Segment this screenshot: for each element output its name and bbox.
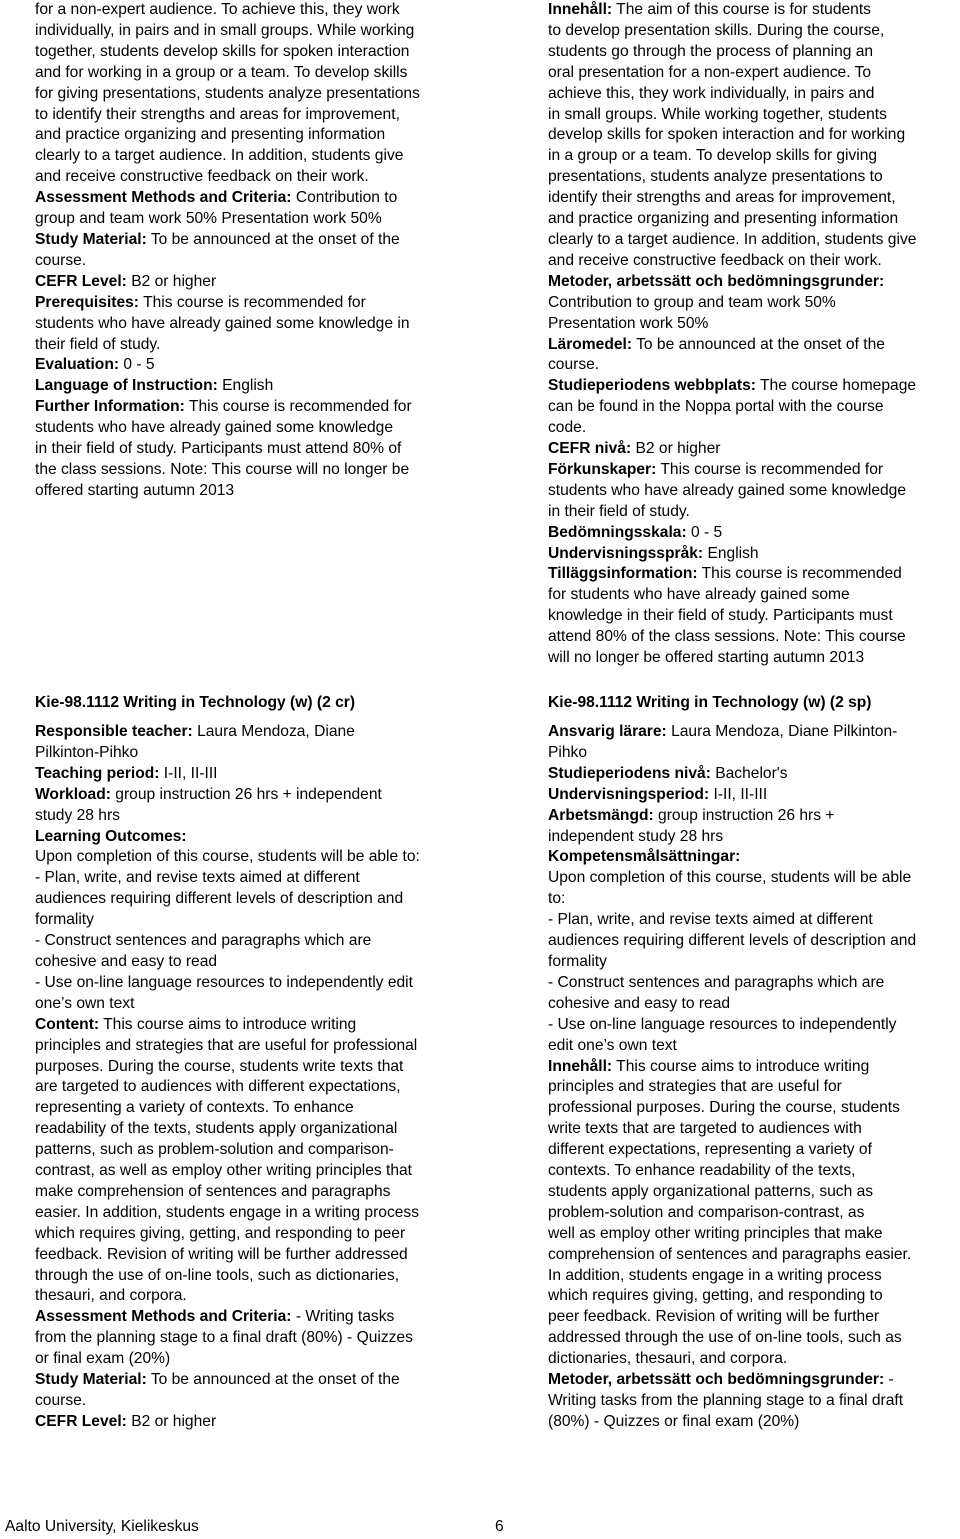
field-label: Metoder, arbetssätt och bedömningsgrunder: — [548, 272, 885, 290]
left-column — [35, 0, 475, 502]
field-text: English — [217, 377, 274, 395]
field-text: 0 - 5 — [686, 523, 723, 541]
field-label: Innehåll: — [548, 1, 613, 18]
field-text: Upon completion of this course, students will be able to: - Plan, write, and revise texts aimed at different audiences requiring different levels of description and formality - Construct sentences and paragraphs which are cohesive and easy to read - Use on-line language resources to independently edit one’s own text — [548, 869, 917, 1054]
field-label: Further Information: — [35, 398, 185, 416]
field-label: Arbetsmängd: — [548, 806, 654, 824]
field-text: group instruction 26 hrs + independent study 28 hrs — [548, 806, 835, 845]
field-label: Tilläggsinformation: — [548, 565, 698, 583]
field-text: I-II, II-III — [159, 764, 218, 782]
field-label: Studieperiodens webbplats: — [548, 377, 756, 395]
field-label: Responsible teacher: — [35, 723, 193, 740]
field-text: This course aims to introduce writing principles and strategies that are useful for professional purposes. During the course, students write texts that are targeted to audiences with different expectations, representing a variety of contexts. To enhance readability of the texts, students apply organizational patterns, such as problem-solution and comparison- contrast, as well as employ other writing principles that make comprehension of sentences and paragraphs easier. In addition, students engage in a writing process which requires giving, getting, and responding to peer feedback. Revision of writing will be further addressed through the use of on-line tools, such as dictionaries, thesauri, and corpora. — [35, 1015, 420, 1305]
field-label: Kompetensmålsättningar: — [548, 848, 741, 866]
field-label: Prerequisites: — [35, 293, 140, 311]
field-label: Bedömningsskala: — [548, 523, 687, 541]
left-bottom-section — [35, 722, 475, 1433]
field-label: CEFR Level: — [35, 1412, 127, 1430]
field-text: I-II, II-III — [709, 785, 768, 803]
field-label: Läromedel: — [548, 335, 633, 353]
field-text: B2 or higher — [126, 272, 217, 290]
field-text: group instruction 26 hrs + independent study 28 hrs — [35, 785, 382, 824]
field-text: Bachelor's — [710, 764, 788, 782]
field-text: 0 - 5 — [119, 356, 155, 374]
field-text: Laura Mendoza, Diane Pilkinton- Pihko — [548, 723, 898, 761]
field-text: The course homepage can be found in the Noppa portal with the course code. — [548, 377, 917, 437]
field-text: B2 or higher — [126, 1412, 217, 1430]
field-label: Assessment Methods and Criteria: — [35, 1308, 292, 1326]
field-text: English — [703, 544, 759, 562]
field-label: Undervisningsspråk: — [548, 544, 704, 562]
field-label: Undervisningsperiod: — [548, 785, 710, 803]
field-label: Studieperiodens nivå: — [548, 764, 711, 782]
field-block — [548, 0, 960, 669]
field-text: This course is recommended for students who have already gained some knowledge in their field of study. Participants must attend 80% of the class sessions. Note: This course will no longer be offered starting autumn 2013 — [548, 565, 906, 667]
field-label: Workload: — [35, 785, 111, 803]
field-text: This course is recommended for students who have already gained some knowledge in their field of study. Participants must attend 80% of the class sessions. Note: This course will no longer be offered starting autumn 2013 — [35, 398, 412, 499]
field-text: This course aims to introduce writing principles and strategies that are useful for professional purposes. During the course, students write texts that are targeted to audiences with different expectations, representing a variety of contexts. To enhance readability of the texts, students apply organizational patterns, such as problem-solution and comparison-contrast, as well as employ other writing principles that make comprehension of sentences and paragraphs easier. In addition, students engage in a writing process which requires giving, getting, and responding to peer feedback. Revision of writing will be further addressed through the use of on-line tools, such as dictionaries, thesauri, and corpora. — [548, 1057, 912, 1368]
footer-institution: Aalto University, Kielikeskus — [5, 1518, 199, 1535]
field-text: - Writing tasks from the planning stage to a final draft (80%) - Quizzes or final exam (20%) — [35, 1308, 413, 1368]
left-bottom-column — [35, 722, 475, 1433]
field-block — [35, 0, 475, 502]
field-text: Laura Mendoza, Diane Pilkinton-Pihko — [35, 723, 355, 761]
field-text: B2 or higher — [631, 440, 721, 458]
field-label: Metoder, arbetssätt och bedömningsgrunder: — [548, 1371, 885, 1389]
field-label: Teaching period: — [35, 764, 160, 782]
right-bottom-section — [548, 722, 960, 1433]
right-top-section — [548, 0, 960, 669]
field-block — [35, 722, 475, 1433]
field-text: To be announced at the onset of the course. — [548, 335, 885, 374]
field-text: This course is recommended for students who have already gained some knowledge in their field of study. — [548, 460, 907, 520]
field-text: for a non-expert audience. To achieve this, they work individually, in pairs and in small groups. While working together, students develop skills for spoken interaction and for working in a group or a team. To develop skills for giving presentations, students analyze presentations to identify their strengths and areas for improvement, and practice organizing and presenting information clearly to a target audience. In addition, students give and receive constructive feedback on their work. — [35, 1, 420, 186]
field-text: The aim of this course is for students to develop presentation skills. During the course, students go through the process of planning an oral presentation for a non-expert audience. To achieve this, they work individually, in pairs and in small groups. While working together, students develop skills for spoken interaction and for working in a group or a team. To develop skills for giving presentations, students analyze presentations to identify their strengths and areas for improvement, and practice organizing and presenting information clearly to a target audience. In addition, students give and receive constructive feedback on their work. — [548, 1, 917, 269]
field-label: Content: — [35, 1015, 100, 1033]
field-label: CEFR Level: — [35, 272, 127, 290]
field-text: To be announced at the onset of the course. — [35, 230, 400, 269]
field-label: Study Material: — [35, 1371, 147, 1389]
field-label: Ansvarig lärare: — [548, 723, 667, 740]
footer-page-number: 6 — [495, 1518, 504, 1535]
field-text: Contribution to group and team work 50% Presentation work 50% — [548, 293, 836, 332]
left-course-heading: Kie-98.1112 Writing in Technology (w) (2 cr) — [35, 694, 356, 711]
right-course-heading: Kie-98.1112 Writing in Technology (w) (2 sp) — [548, 694, 872, 711]
field-text: To be announced at the onset of the course. — [35, 1371, 400, 1409]
field-label: Learning Outcomes: — [35, 827, 187, 845]
left-top-section — [35, 0, 475, 502]
field-block — [548, 722, 960, 1433]
field-text: - Writing tasks from the planning stage to a final draft (80%) - Quizzes or final exam (20%) — [548, 1371, 904, 1430]
field-text: This course is recommended for students who have already gained some knowledge in their field of study. — [35, 293, 410, 353]
right-column — [548, 0, 960, 669]
field-label: Language of Instruction: — [35, 377, 218, 395]
field-label: Study Material: — [35, 230, 147, 248]
field-label: Förkunskaper: — [548, 460, 657, 478]
field-text: Upon completion of this course, students will be able to: - Plan, write, and revise texts aimed at different audiences requiring different levels of description and formality - Construct sentences and paragraphs which are cohesive and easy to read - Use on-line language resources to independently edit one’s own text — [35, 848, 420, 1012]
field-text: Contribution to group and team work 50% Presentation work 50% — [35, 189, 398, 228]
field-label: Assessment Methods and Criteria: — [35, 189, 292, 207]
field-label: CEFR nivå: — [548, 440, 632, 458]
field-label: Innehåll: — [548, 1057, 613, 1075]
right-bottom-column — [548, 722, 960, 1433]
field-label: Evaluation: — [35, 356, 120, 374]
